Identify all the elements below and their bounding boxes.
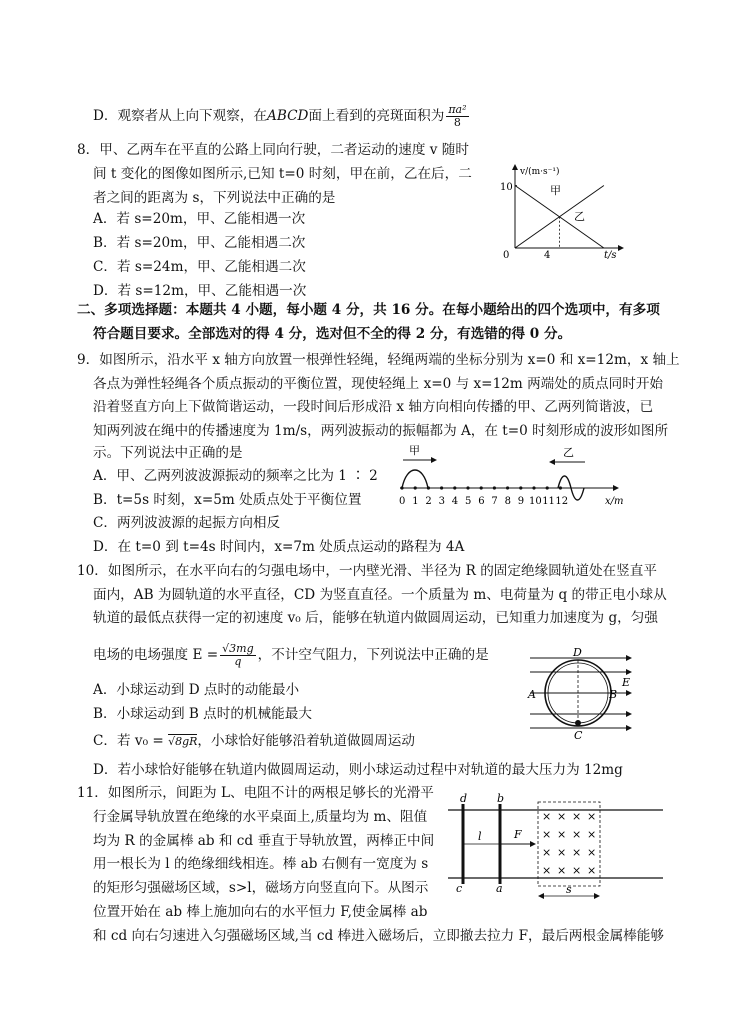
q8-origin: 0 [503,250,510,261]
q10-option-c-head: C．若 v₀ = [93,733,169,749]
q10-circle-figure [520,642,640,742]
q9-wave-jia [402,470,428,488]
q9-xlabel: x/m [605,496,624,507]
q7-option-d-text: D．观察者从上向下观察，在 [93,108,268,124]
q8-option-c: C．若 s=24m，甲、乙能相遇二次 [93,259,306,275]
q7-option-d [93,104,471,129]
q11-field-cross: × [572,864,582,877]
q9-wave-figure [395,442,635,512]
q9-line1: 9．如图所示，沿水平 x 轴方向放置一根弹性轻绳，轻绳两端的坐标分别为 x=0 和 x=12m，x 轴上 [77,352,680,368]
q9-tick-mark [440,486,443,489]
q11-field-cross: × [572,810,582,823]
q10-line1: 10．如图所示，在水平向右的匀强电场中，一内壁光滑、半径为 R 的固定绝缘圆轨道处在竖直平 [77,563,657,579]
q9-option-d: D．在 t=0 到 t=4s 时间内，x=7m 处质点运动的路程为 4A [93,539,465,555]
q11-field-cross: × [557,828,567,841]
q9-label-yi: 乙 [563,446,574,459]
q7-option-d-tail: 面上看到的亮斑面积为 [308,108,445,124]
q10-field-num: √3mg [222,642,254,655]
q8-tick-label-4: 4 [544,250,551,261]
q8-label-jia: 甲 [550,184,561,197]
q8-y-arrow [512,164,518,170]
q9-tick-label: 3 [438,496,445,507]
q11-field-cross: × [557,810,567,823]
q9-tick-label: 8 [504,496,511,507]
q11-line1: 11．如图所示，间距为 L、电阻不计的两根足够长的光滑平 [77,785,434,801]
q9-line2: 各点为弹性轻绳各个质点振动的平衡位置，现使轻绳上 x=0 与 x=12m 两端处的质点同时开始 [93,376,664,392]
q11-field-cross: × [572,828,582,841]
q7-abcd: ABCD [267,108,309,124]
q11-field-cross: × [557,846,567,859]
q11-line6: 位置开始在 ab 棒上施加向右的水平恒力 F,使金属棒 ab [93,904,428,920]
q10-label-b: B [609,688,618,701]
q11-field-cross: × [587,846,597,859]
q10-field-label: 电场的电场强度 E = [93,647,219,663]
q10-line2: 面内，AB 为圆轨道的水平直径，CD 为竖直直径。一个质量为 m、电荷量为 q 的带正电小球从 [93,587,667,603]
q11-width-arrow-left [538,893,544,899]
q11-field-cross: × [572,846,582,859]
q9-tick-label: 4 [451,496,459,507]
q8-tick-label-10: 10 [500,182,513,193]
q9-tick-label: 1 [412,496,419,507]
q7-fraction [446,104,468,129]
q11-field-cross: × [587,828,597,841]
q9-tick-label: 12 [555,496,569,507]
q10-option-c [93,731,415,752]
q9-ticks [399,486,568,507]
q9-tick-mark [532,486,535,489]
q7-frac-den: 8 [453,116,461,129]
q11-label-f: F [514,828,522,841]
q11-line3: 均为 R 的金属棒 ab 和 cd 垂直于导轨放置，两棒正中间 [93,833,435,849]
q10-line4-tail: ，不计空气阻力，下列说法中正确的是 [257,647,489,663]
q8-x-arrow [618,245,624,251]
q11-label-s: s [566,883,572,896]
q11-label-b: b [497,792,505,805]
q9-tick-mark [466,486,469,489]
q9-tick-label: 0 [399,496,406,507]
q9-arrowhead-yi [549,459,555,465]
q11-field-cross: × [542,828,552,841]
q9-x-arrow [613,485,619,491]
q11-field-cross: × [557,864,567,877]
q9-tick-mark [546,486,549,489]
q10-label-d: D [573,646,582,659]
q11-field-cross: × [542,846,552,859]
q8-label-yi: 乙 [574,210,585,223]
q9-line5: 示。下列说法中正确的是 [93,445,243,461]
q10-field-fraction [220,643,255,668]
q8-vt-graph [490,160,630,260]
q11-field-cross: × [542,810,552,823]
q11-rails-figure [448,790,668,910]
q9-option-c: C．两列波波源的起振方向相反 [93,515,281,531]
q10-label-e: E [622,676,631,689]
q11-width-arrow-right [594,893,600,899]
q9-tick-label: 9 [517,496,525,507]
q9-label-jia: 甲 [409,444,420,457]
q11-line7: 和 cd 向右匀速进入匀强磁场区域,当 cd 棒进入磁场后，立即撤去拉力 F，最后两根金属棒能够 [93,928,664,944]
q11-field-cross: × [587,864,597,877]
q8-line1: 8．甲、乙两车在平直的公路上同向行驶，二者运动的速度 v 随时 [77,142,469,158]
q8-option-d: D．若 s=12m，甲、乙能相遇一次 [93,283,307,299]
q9-arrowhead-jia [431,457,437,463]
q10-option-b: B．小球运动到 B 点时的机械能最大 [93,706,312,722]
q10-option-c-expr: √8gR [168,735,198,748]
q9-tick-mark [559,486,562,489]
q11-line2: 行金属导轨放置在绝缘的水平桌面上,质量均为 m、阻值 [93,809,428,825]
q11-line5: 的矩形匀强磁场区域，s>l，磁场方向竖直向下。从图示 [93,880,429,896]
q8-ylabel: v/(m·s⁻¹) [520,167,560,177]
q9-tick-mark [519,486,522,489]
q9-tick-mark [414,486,417,489]
q9-tick-label: 11 [542,496,555,507]
q10-option-d: D．若小球恰好能够在轨道内做圆周运动，则小球运动过程中对轨道的最大压力为 12mg [93,762,623,778]
q10-field-den: q [234,655,242,668]
q10-line3: 轨道的最低点获得一定的初速度 v₀ 后，能够在轨道内做圆周运动，已知重力加速度为 g，匀强 [93,610,658,626]
q10-ball [575,720,581,726]
q9-tick-mark [480,486,483,489]
q9-tick-mark [506,486,509,489]
q11-field-marks [542,810,596,877]
q9-line3: 沿着竖直方向上下做简谐运动，一段时间后形成沿 x 轴方向相向传播的甲、乙两列简谐波，已 [93,399,654,415]
q9-tick-mark [453,486,456,489]
q9-line4: 知两列波在绳中的传播速度为 1m/s，两列波振动的振幅都为 A，在 t=0 时刻形成的波形如图所 [93,423,669,439]
q11-field-cross: × [542,864,552,877]
q10-label-a: A [528,688,536,701]
q7-frac-num: πa² [448,103,467,116]
q8-xlabel: t/s [604,250,617,261]
q8-option-a: A．若 s=20m，甲、乙能相遇一次 [93,211,306,227]
q11-field-cross: × [587,810,597,823]
q11-force-arrowhead [530,841,536,847]
q8-option-b: B．若 s=20m，甲、乙能相遇二次 [93,235,306,251]
q11-label-c: c [456,882,463,895]
q8-line2: 间 t 变化的图像如图所示,已知 t=0 时刻，甲在前，乙在后，二 [93,166,472,182]
q11-line4: 用一根长为 l 的绝缘细线相连。棒 ab 右侧有一宽度为 s [93,856,429,872]
q9-tick-label: 6 [478,496,485,507]
q11-label-l: l [478,830,482,843]
section2-line2: 符合题目要求。全部选对的得 4 分，选对但不全的得 2 分，有选错的得 0 分。 [93,326,572,342]
q9-option-a: A．甲、乙两列波波源振动的频率之比为 1 ∶ 2 [93,468,378,484]
q9-option-b: B．t=5s 时刻，x=5m 处质点处于平衡位置 [93,492,362,508]
q11-label-a: a [496,882,503,895]
q11-label-d: d [460,792,468,805]
q9-tick-mark [493,486,496,489]
q8-line3: 者之间的距离为 s，下列说法中正确的是 [93,190,336,206]
q10-label-c: C [574,729,583,742]
q9-tick-label: 10 [529,496,542,507]
q9-tick-label: 2 [425,496,432,507]
section2-line1: 二、多项选择题：本题共 4 小题，每小题 4 分，共 16 分。在每小题给出的四个选项中，有多项 [77,302,660,318]
q9-tick-label: 5 [465,496,472,507]
q10-option-a: A．小球运动到 D 点时的动能最小 [93,682,300,698]
q10-line4 [93,643,489,668]
q9-tick-label: 7 [491,496,498,507]
q10-option-c-tail: ，小球恰好能够沿着轨道做圆周运动 [197,733,415,749]
